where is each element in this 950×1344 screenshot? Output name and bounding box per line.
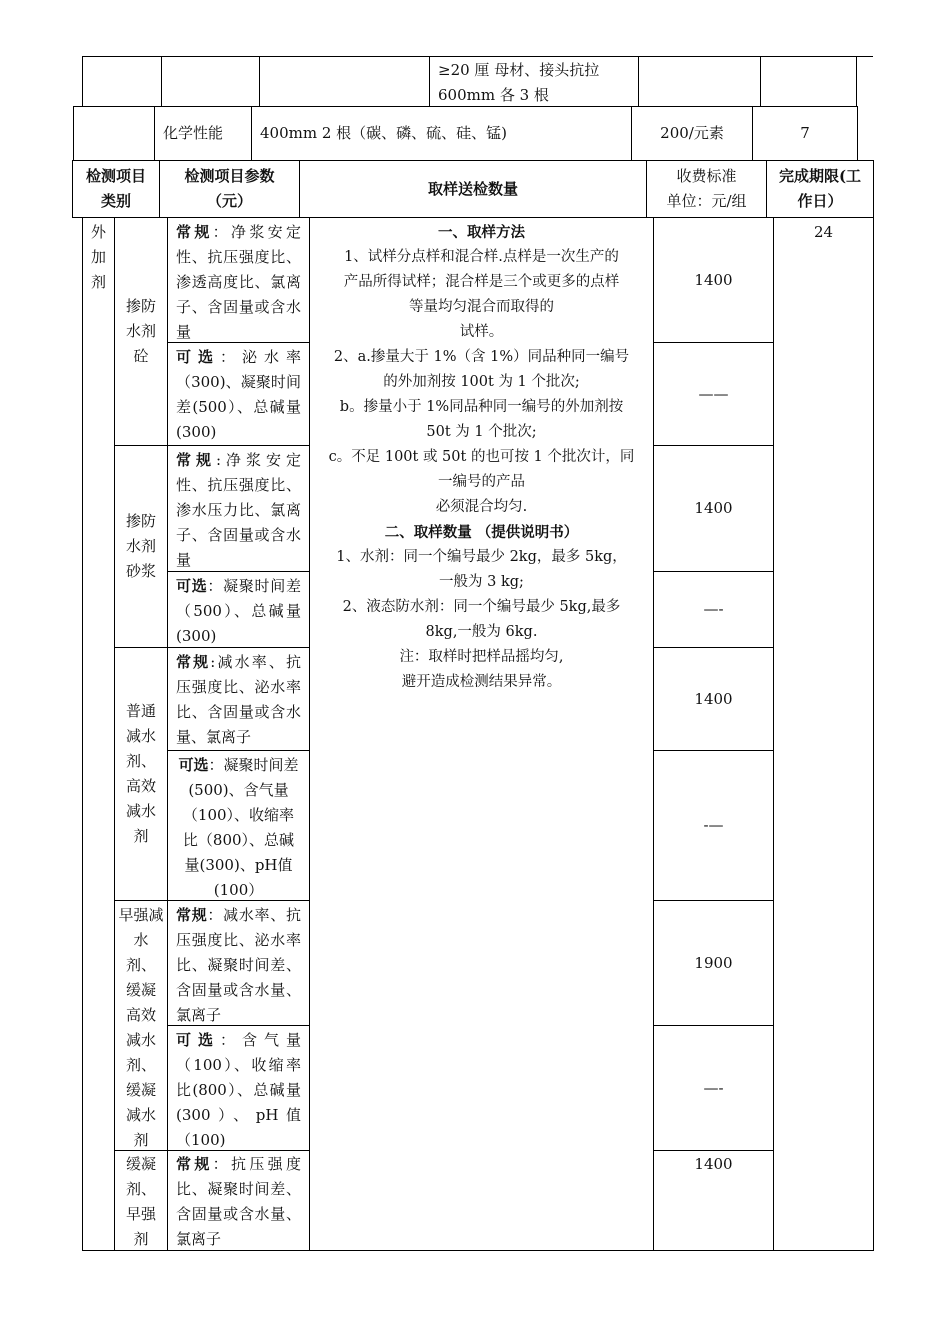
item-2-name-line-2: 水剂 (125, 537, 156, 555)
item-5-name-line-1: 缓凝 (125, 1155, 156, 1173)
header-params-line-1: 检测项目参数 (184, 167, 275, 185)
frag-row1-quantity (429, 56, 639, 107)
item-5-name-line-4: 剂 (133, 1230, 149, 1248)
item-4-name-line-1: 早强减 (118, 906, 164, 924)
item-3-name-line-2: 减水 (125, 727, 156, 745)
item-3-regular (167, 647, 310, 751)
item-1-regular-text: ：净浆安定性、抗压强度比、渗透高度比、氯离子、含固量或含水量 (176, 223, 301, 341)
frag-row2-fee-text: 200/元素 (660, 124, 724, 142)
fee-item-2-optional (653, 571, 774, 648)
fee-item-2-regular-text: 1400 (694, 499, 733, 517)
sampling-title-2: 二、取样数量 （提供说明书） (384, 524, 579, 541)
item-4-name-line-10: 剂 (133, 1131, 149, 1149)
fee-item-3-regular-text: 1400 (694, 689, 733, 708)
frag-row1-days (760, 56, 857, 107)
item-3-name-line-5: 减水 (125, 802, 156, 820)
sampling-line-10: 一编号的产品 (438, 474, 525, 490)
sampling-line-2: 产品所得试样；混合样是三个或更多的点样 (343, 274, 620, 290)
item-4-name-line-4: 缓凝 (125, 981, 156, 999)
frag-row2-days-text: 7 (800, 124, 810, 142)
fee-item-3-optional (653, 750, 774, 901)
section-deadline (773, 217, 874, 1251)
item-3-name-line-3: 剂、 (125, 752, 156, 770)
item-3-name (114, 647, 168, 901)
item-4-optional (167, 1025, 310, 1151)
item-1-name-line-3: 砼 (133, 347, 149, 365)
header-quantity-text: 取样送检数量 (427, 179, 518, 198)
item-1-name-line-2: 水剂 (125, 322, 156, 340)
item-1-optional-label: 可选 (176, 348, 220, 366)
sampling-qty-line-1: 1、水剂：同一个编号最少 2kg，最多 5kg， (336, 549, 627, 565)
item-3-name-line-6: 剂 (133, 827, 149, 845)
item-4-optional-label: 可选 (176, 1031, 220, 1049)
item-3-name-line-1: 普通 (125, 702, 156, 720)
frag-row2-param (154, 106, 252, 161)
fee-item-3-optional-text: -— (703, 816, 724, 834)
frag-row2-quantity-text: 400mm 2 根（碳、磷、硫、硅、锰) (260, 124, 508, 142)
item-4-name-line-9: 减水 (125, 1106, 156, 1124)
item-2-optional-text: ：凝聚时间差（500）、总碱量(300) (176, 577, 301, 645)
item-1-name-line-1: 掺防 (125, 297, 156, 315)
frag-row1-line-2: 600mm 各 3 根 (438, 86, 549, 104)
item-1-optional-text: ：泌水率（300)、凝聚时间差(500）、总碱量(300) (176, 348, 301, 441)
item-2-optional-label: 可选 (176, 577, 208, 595)
section-category-char-3: 剂 (90, 273, 106, 291)
fee-item-2-regular (653, 445, 774, 572)
item-2-name-line-1: 掺防 (125, 512, 156, 530)
item-3-optional (167, 750, 310, 901)
frag-row1-cell-3 (259, 56, 430, 107)
item-4-optional-text: ：含气量（100）、收缩率比(800）、总碱量(300）、pH值（100) (176, 1031, 301, 1149)
header-fee-line-1: 收费标准 (676, 167, 737, 185)
header-deadline-line-2: 作日） (797, 192, 843, 210)
fee-item-1-regular-text: 1400 (694, 270, 733, 289)
fee-item-4-regular (653, 900, 774, 1026)
item-4-regular-label: 常规 (176, 906, 208, 924)
item-3-optional-label: 可选 (178, 756, 209, 774)
item-4-name-line-7: 剂、 (125, 1056, 156, 1074)
header-deadline (766, 160, 874, 218)
section-category-char-1: 外 (90, 223, 106, 241)
header-params (159, 160, 300, 218)
fee-item-4-optional-text: —- (703, 1078, 724, 1097)
item-5-regular-text: ：抗压强度比、凝聚时间差、含固量或含水量、氯离子 (176, 1155, 301, 1248)
frag-row2-fee (631, 106, 753, 161)
sampling-line-8: 50t 为 1 个批次; (426, 424, 537, 440)
frag-row2-cell-1 (73, 106, 155, 161)
item-1-optional (167, 342, 310, 446)
item-4-name-line-3: 剂、 (125, 956, 156, 974)
section-category (82, 217, 115, 1251)
item-4-regular-text: ：减水率、抗压强度比、泌水率比、凝聚时间差、含固量或含水量、氯离子 (176, 906, 301, 1024)
item-5-regular (167, 1150, 310, 1251)
frag-row1-line-1: ≥20 厘 母材、接头抗拉 (438, 61, 600, 79)
item-2-regular-label: 常规 (176, 451, 216, 469)
frag-row1-fee (638, 56, 761, 107)
sampling-title-1: 一、取样方法 (438, 224, 525, 241)
item-3-optional-text: ：凝聚时间差(500)、含气量（100）、收缩率比（800）、总碱量(300)、pH值(100） (182, 756, 299, 899)
header-category-line-1: 检测项目 (85, 167, 146, 185)
item-4-name (114, 900, 168, 1151)
item-5-name-line-3: 早强 (125, 1205, 156, 1223)
item-3-regular-text: :减水率、抗压强度比、泌水率比、含固量或含水量、氯离子 (176, 653, 301, 746)
frag-row1-cell-1 (82, 56, 162, 107)
header-category (72, 160, 160, 218)
item-4-name-line-2: 水 (133, 931, 149, 949)
sampling-line-11: 必须混合均匀. (435, 499, 528, 515)
sampling-line-9: c。不足 100t 或 50t 的也可按 1 个批次计，同 (328, 449, 635, 465)
sampling-method (309, 217, 654, 1251)
header-category-line-2: 类别 (100, 192, 131, 210)
item-3-name-line-4: 高效 (125, 777, 156, 795)
frag-row1-tail-line (856, 56, 873, 57)
frag-row1-cell-2 (161, 56, 260, 107)
sampling-line-6: 的外加剂按 100t 为 1 个批次; (383, 374, 580, 390)
frag-row2-param-text: 化学性能 (163, 124, 224, 142)
header-fee (646, 160, 767, 218)
fee-item-1-optional (653, 342, 774, 446)
header-deadline-line-1: 完成期限(工 (778, 167, 862, 185)
sampling-qty-line-5: 注：取样时把样品摇均匀, (399, 649, 564, 665)
item-2-regular-text: :净浆安定性、抗压强度比、渗水压力比、氯离子、含固量或含水量 (176, 451, 301, 569)
fee-item-1-optional-text: —— (698, 384, 729, 403)
fee-item-1-regular (653, 217, 774, 343)
header-params-line-2: （元） (206, 192, 252, 210)
fee-item-2-optional-text: —- (703, 600, 724, 618)
sampling-qty-line-2: 一般为 3 kg; (439, 574, 524, 590)
header-fee-line-2: 单位：元/组 (666, 192, 747, 210)
item-1-regular (167, 217, 310, 343)
item-2-name (114, 445, 168, 648)
item-5-name-line-2: 剂、 (125, 1180, 156, 1198)
sampling-qty-line-3: 2、液态防水剂：同一个编号最少 5kg,最多 (342, 599, 621, 615)
item-5-name (114, 1150, 168, 1251)
sampling-line-4: 试样。 (459, 324, 504, 340)
item-5-regular-label: 常规 (176, 1155, 213, 1173)
item-4-name-line-8: 缓凝 (125, 1081, 156, 1099)
section-category-char-2: 加 (90, 248, 106, 266)
sampling-line-7: b。掺量小于 1%同品种同一编号的外加剂按 (339, 399, 624, 415)
item-2-name-line-3: 砂浆 (125, 562, 156, 580)
item-4-regular (167, 900, 310, 1026)
item-1-name (114, 217, 168, 446)
fee-item-5-regular-text: 1400 (694, 1155, 733, 1173)
fee-item-3-regular (653, 647, 774, 751)
fee-item-4-regular-text: 1900 (694, 953, 733, 972)
item-2-regular (167, 445, 310, 572)
sampling-qty-line-4: 8kg,一般为 6kg. (425, 624, 538, 640)
item-3-regular-label: 常规 (176, 653, 211, 671)
sampling-line-3: 等量均匀混合而取得的 (409, 299, 554, 315)
frag-row2-days (752, 106, 858, 161)
item-1-regular-label: 常规 (176, 223, 213, 241)
item-4-name-line-5: 高效 (125, 1006, 156, 1024)
fee-item-5-regular (653, 1150, 774, 1251)
header-quantity (299, 160, 647, 218)
sampling-line-1: 1、试样分点样和混合样.点样是一次生产的 (344, 249, 619, 265)
frag-row2-quantity (251, 106, 632, 161)
fee-item-4-optional (653, 1025, 774, 1151)
item-4-name-line-6: 减水 (125, 1031, 156, 1049)
section-deadline-text: 24 (813, 223, 834, 241)
sampling-line-5: 2、a.掺量大于 1%（含 1%）同品种同一编号 (333, 349, 630, 365)
sampling-qty-line-6: 避开造成检测结果异常。 (401, 674, 562, 690)
item-2-optional (167, 571, 310, 648)
